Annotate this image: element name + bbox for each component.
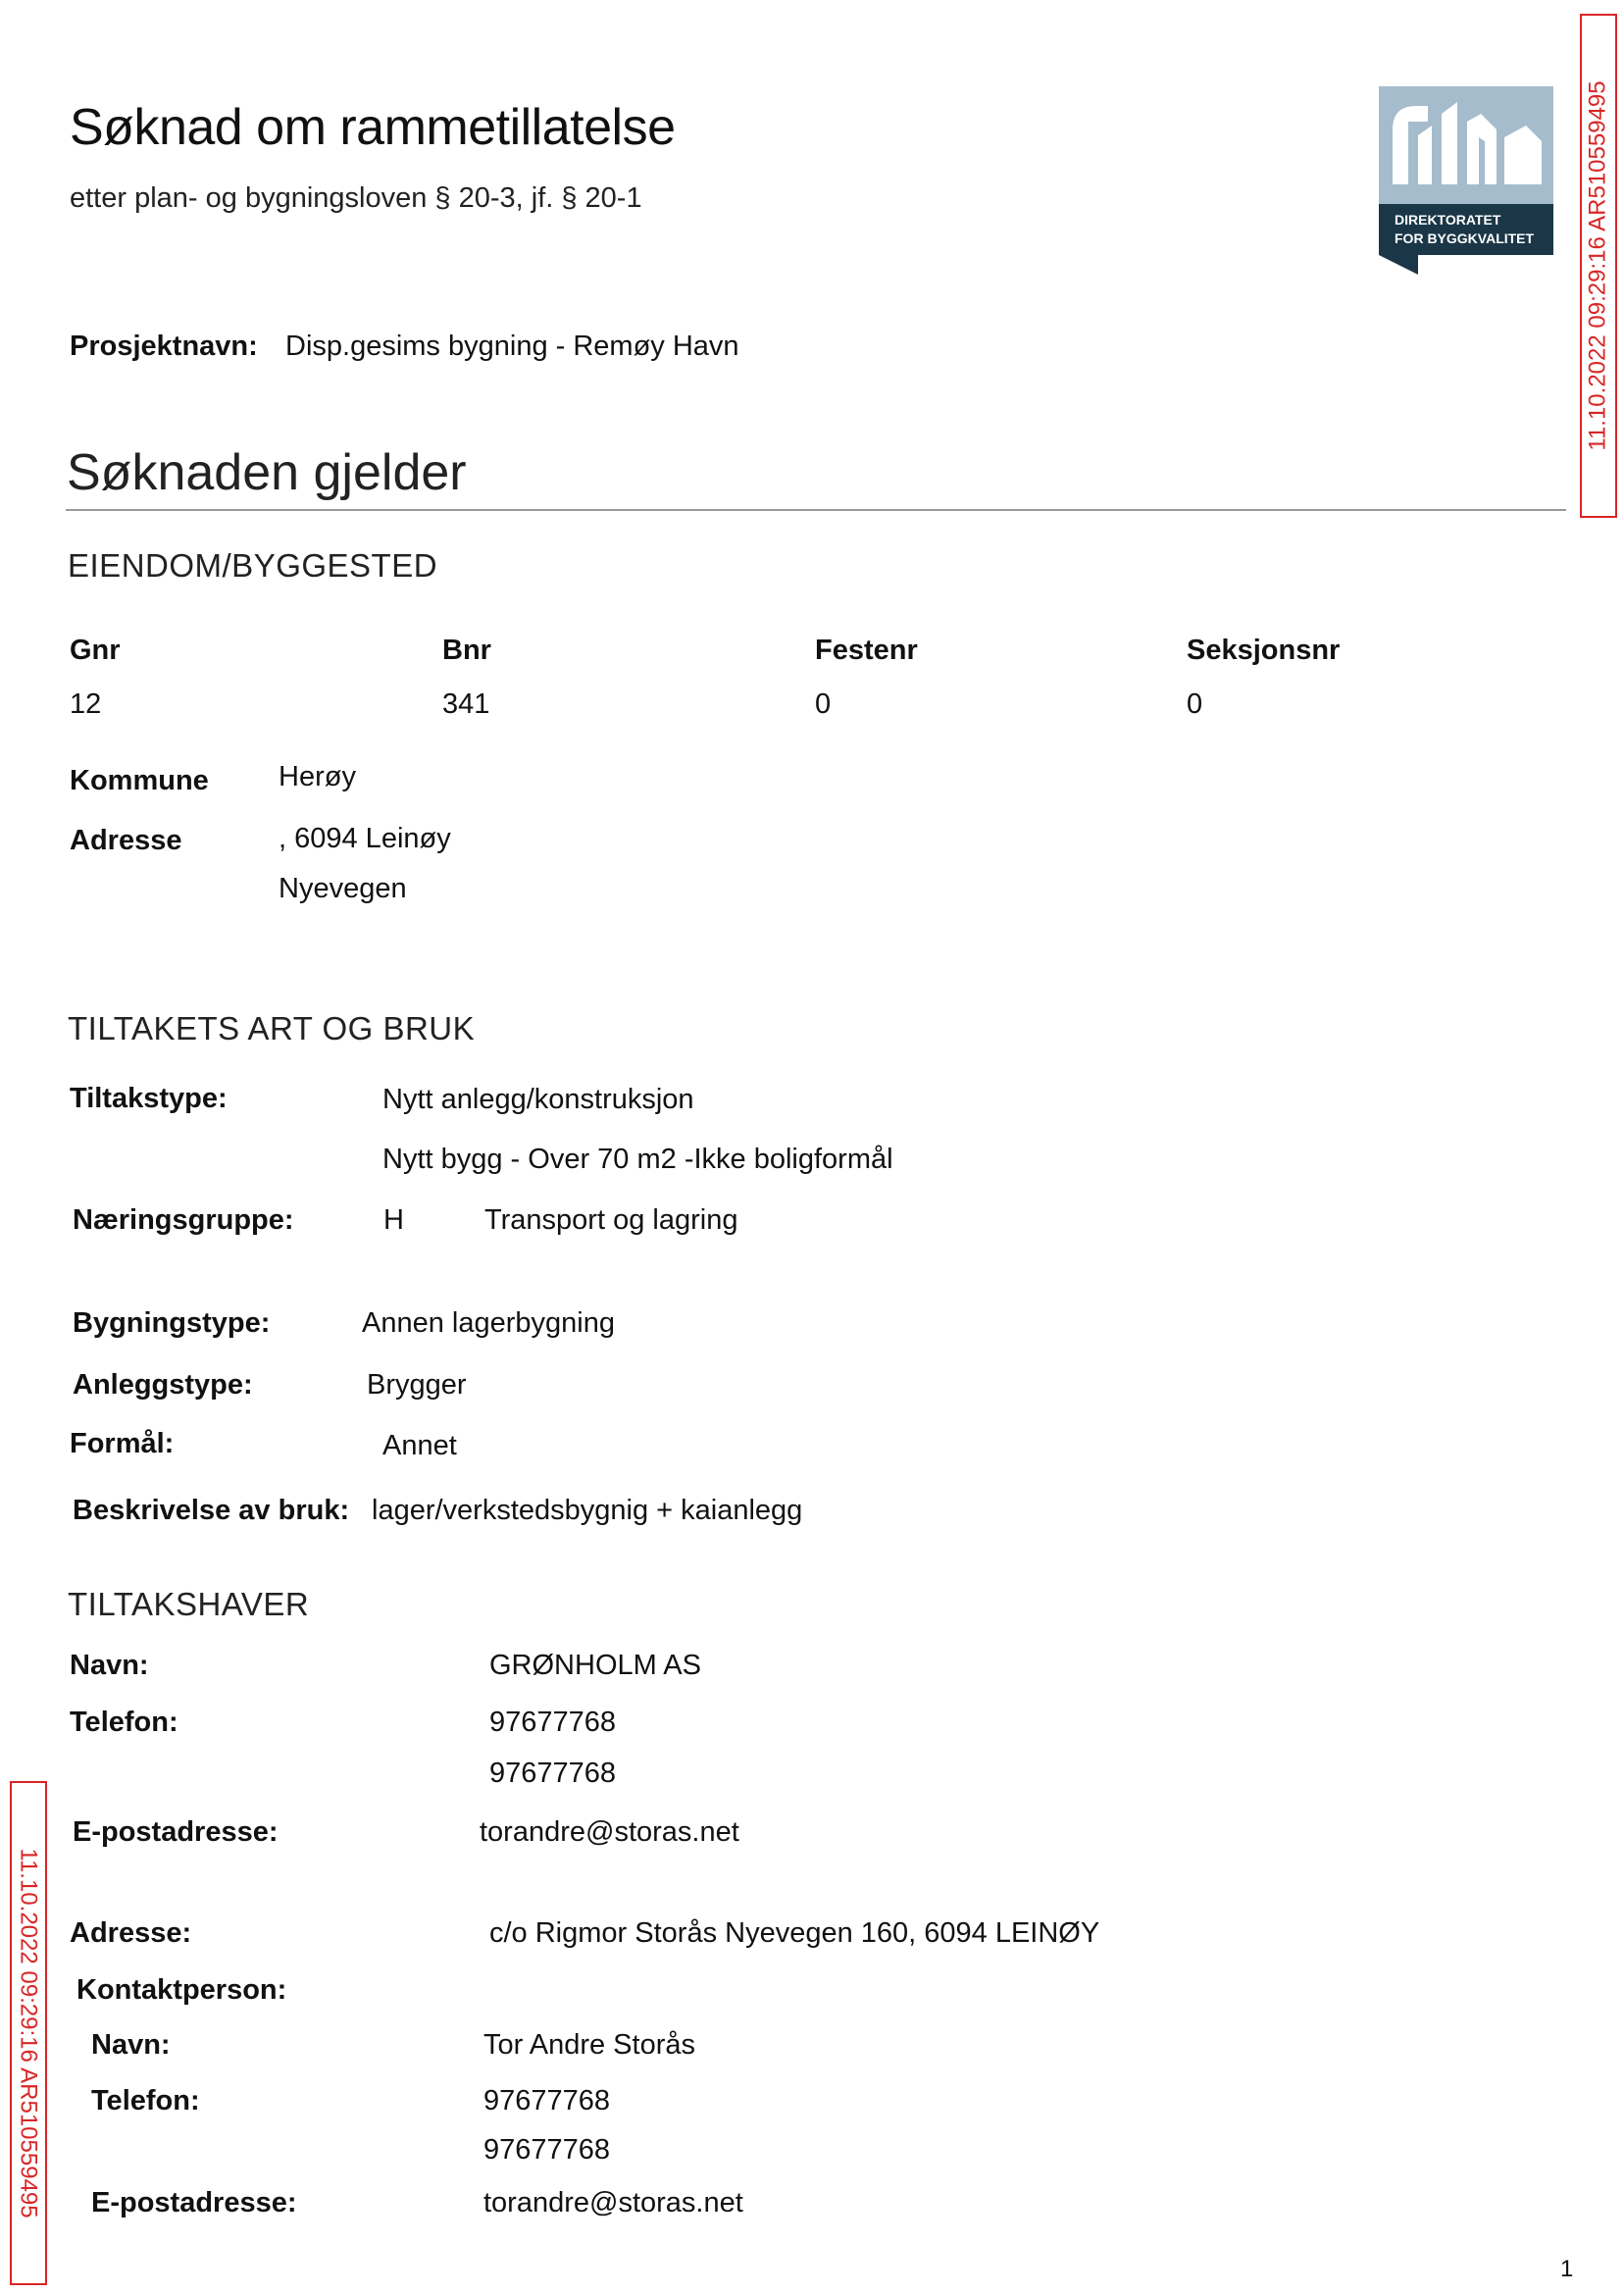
kontakt-telefon-1: 97677768 xyxy=(483,2085,611,2116)
project-value: Disp.gesims bygning - Remøy Havn xyxy=(285,331,739,362)
tiltakshaver-heading: TILTAKSHAVER xyxy=(68,1586,310,1622)
beskrivelse-value: lager/verkstedsbygnig + kaianlegg xyxy=(372,1495,803,1526)
tiltakshaver-telefon-2: 97677768 xyxy=(489,1758,617,1789)
tiltakstype-value-1: Nytt anlegg/konstruksjon xyxy=(382,1084,694,1115)
kommune-value: Herøy xyxy=(279,761,356,792)
stamp-text: 11.10.2022 09:29:16 AR510559495 xyxy=(1585,80,1611,451)
bygningstype-label: Bygningstype: xyxy=(73,1307,271,1339)
tiltakshaver-adresse-value: c/o Rigmor Storås Nyevegen 160, 6094 LEINØY xyxy=(489,1917,1100,1949)
tiltakshaver-telefon-1: 97677768 xyxy=(489,1707,617,1738)
property-heading: EIENDOM/BYGGESTED xyxy=(68,547,438,584)
naeringsgruppe-label: Næringsgruppe: xyxy=(73,1204,294,1236)
dibk-logo-icon xyxy=(1379,86,1553,275)
section-title: Søknaden gjelder xyxy=(67,444,467,501)
bygningstype-value: Annen lagerbygning xyxy=(362,1307,615,1339)
tiltakshaver-epost-label: E-postadresse: xyxy=(73,1816,279,1848)
bnr-label: Bnr xyxy=(442,635,491,666)
kommune-label: Kommune xyxy=(70,765,209,796)
tiltakshaver-navn-label: Navn: xyxy=(70,1650,149,1681)
formal-label: Formål: xyxy=(70,1428,175,1459)
tiltakstype-value-2: Nytt bygg - Over 70 m2 -Ikke boligformål xyxy=(382,1144,893,1175)
adresse-line2: Nyevegen xyxy=(279,873,407,904)
project-label: Prosjektnavn: xyxy=(70,331,258,362)
seksjonsnr-label: Seksjonsnr xyxy=(1187,635,1341,666)
anleggstype-value: Brygger xyxy=(367,1369,467,1401)
timestamp-stamp-bottom xyxy=(10,1781,47,2285)
logo-text-line2: FOR BYGGKVALITET xyxy=(1395,230,1535,246)
section-divider xyxy=(66,509,1566,511)
gnr-value: 12 xyxy=(70,688,102,720)
logo-text-line1: DIREKTORATET xyxy=(1395,212,1501,228)
document-title: Søknad om rammetillatelse xyxy=(70,99,676,156)
tiltak-heading: TILTAKETS ART OG BRUK xyxy=(68,1010,476,1046)
formal-value: Annet xyxy=(382,1430,457,1461)
tiltakshaver-epost-value: torandre@storas.net xyxy=(480,1816,739,1848)
kontakt-telefon-2: 97677768 xyxy=(483,2134,611,2166)
kontakt-epost-label: E-postadresse: xyxy=(91,2187,297,2218)
naeringsgruppe-value: Transport og lagring xyxy=(484,1204,738,1236)
page-number: 1 xyxy=(1560,2256,1574,2282)
gnr-label: Gnr xyxy=(70,635,121,666)
tiltakshaver-telefon-label: Telefon: xyxy=(70,1707,178,1738)
festenr-label: Festenr xyxy=(815,635,918,666)
seksjonsnr-value: 0 xyxy=(1187,688,1203,720)
kontakt-navn-value: Tor Andre Storås xyxy=(483,2029,695,2061)
kontaktperson-label: Kontaktperson: xyxy=(76,1974,287,2006)
festenr-value: 0 xyxy=(815,688,832,720)
naeringsgruppe-code: H xyxy=(383,1204,404,1236)
kontakt-epost-value: torandre@storas.net xyxy=(483,2187,743,2218)
tiltakshaver-adresse-label: Adresse: xyxy=(70,1917,192,1949)
tiltakshaver-navn-value: GRØNHOLM AS xyxy=(489,1650,701,1681)
bnr-value: 341 xyxy=(442,688,490,720)
document-subtitle: etter plan- og bygningsloven § 20-3, jf. § 20-1 xyxy=(70,182,642,214)
adresse-label: Adresse xyxy=(70,825,182,856)
beskrivelse-label: Beskrivelse av bruk: xyxy=(73,1495,350,1526)
kontakt-navn-label: Navn: xyxy=(91,2029,171,2061)
kontakt-telefon-label: Telefon: xyxy=(91,2085,200,2116)
timestamp-stamp-top xyxy=(1580,14,1617,518)
stamp-text: 11.10.2022 09:29:16 AR510559495 xyxy=(16,1848,42,2218)
tiltakstype-label: Tiltakstype: xyxy=(70,1083,228,1114)
anleggstype-label: Anleggstype: xyxy=(73,1369,253,1401)
adresse-line1: , 6094 Leinøy xyxy=(279,823,451,854)
